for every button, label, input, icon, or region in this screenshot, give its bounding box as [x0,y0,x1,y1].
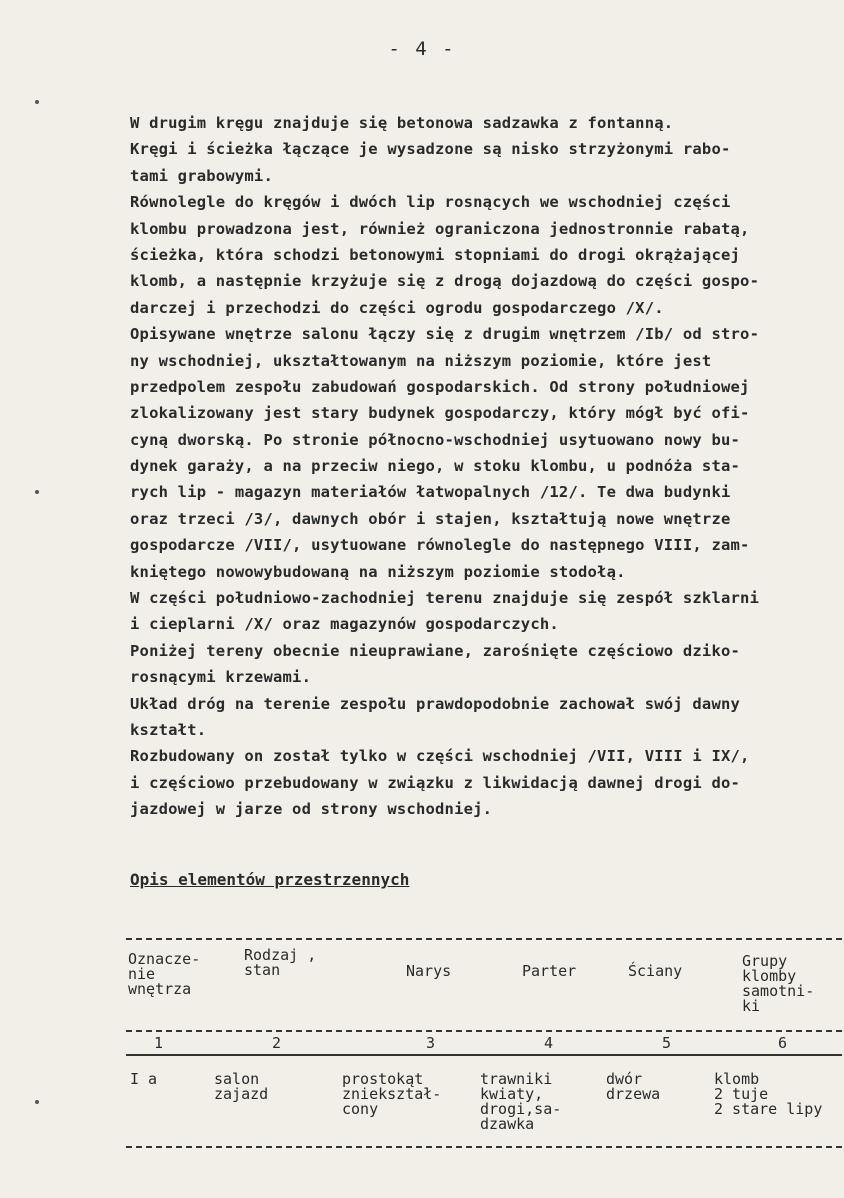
text-line: ny wschodniej, ukształtowanym na niższym poziomie, które jest [130,351,712,370]
header-cell-type: Rodzaj , stan [244,946,317,979]
row-cell-type: salon zajazd [214,1070,269,1103]
header-cell-designation: Oznacze- nie wnętrza [128,950,201,998]
margin-mark [35,100,39,104]
text-line: klombu prowadzona jest, również ograniczona jednostronnie rabatą, [130,219,750,238]
margin-mark [35,1100,39,1104]
text-line: rosnącymi krzewami. [130,668,312,687]
text-line: W drugim kręgu znajduje się betonowa sadzawka z fontanną. [130,114,674,132]
section-heading: Opis elementów przestrzennych [130,870,410,889]
text-line: dynek garaży, a na przeciw niego, w stoku klombu, u podnóża sta- [130,457,741,476]
column-number: 2 [272,1034,282,1052]
spatial-elements-table [126,938,842,1148]
text-line: rych lip - magazyn materiałów łatwopalnych /12/. Te dwa budynki [130,483,731,502]
text-line: Rozbudowany on został tylko w części wschodniej /VII, VIII i IX/, [130,747,750,766]
text-line: Równolegle do kręgów i dwóch lip rosnących we wschodniej części [130,193,731,212]
text-line: i cieplarni /X/ oraz magazynów gospodarczych. [130,615,559,634]
column-number: 3 [426,1034,436,1052]
page-number: - 4 - [388,38,456,60]
row-cell-outline: prostokąt zniekształ- cony [342,1070,442,1118]
text-line: Opisywane wnętrze salonu łączy się z drugim wnętrzem /Ib/ od stro- [130,325,760,344]
header-cell-walls: Ściany [628,962,683,980]
text-line: darczej i przechodzi do części ogrodu gospodarczego /X/. [130,298,664,317]
text-line: oraz trzeci /3/, dawnych obór i stajen, kształtują nowe wnętrze [130,509,731,528]
header-cell-groups: Grupy klomby samotni- ki [742,952,815,1015]
text-line: gospodarcze /VII/, usytuowane równolegle do następnego VIII, zam- [130,536,750,555]
row-cell-ground: trawniki kwiaty, drogi,sa- dzawka [480,1070,562,1133]
table-bottom-rule [126,1146,842,1148]
column-number: 4 [544,1034,554,1052]
text-line: przedpolem zespołu zabudowań gospodarskich. Od strony południowej [130,377,750,396]
text-line: jazdowej w jarze od strony wschodniej. [130,800,493,819]
column-number: 5 [662,1034,672,1052]
text-line: cyną dworską. Po stronie północno-wschodniej usytuowano nowy bu- [130,430,741,449]
text-line: Poniżej tereny obecnie nieuprawiane, zarośnięte częściowo dziko- [130,641,741,660]
table-header-row [126,940,842,1030]
body-paragraph [130,110,820,823]
header-cell-ground: Parter [522,962,577,980]
text-line: kształt. [130,720,207,739]
text-line: ścieżka, która schodzi betonowymi stopniami do drogi okrążającej [130,245,741,264]
column-number: 1 [154,1034,164,1052]
column-number-row [126,1032,842,1054]
row-cell-designation: I a [130,1070,158,1088]
text-line: i częściowo przebudowany w związku z likwidacją dawnej drogi do- [130,773,741,792]
text-line: Kręgi i ścieżka łączące je wysadzone są nisko strzyżonymi rabo- [130,140,731,159]
margin-mark [35,490,39,494]
text-line: klomb, a następnie krzyżuje się z drogą dojazdową do części gospo- [130,272,760,291]
text-line: tami grabowymi. [130,166,273,185]
table-row [126,1056,842,1146]
text-line: Układ dróg na terenie zespołu prawdopodobnie zachował swój dawny [130,694,741,713]
column-number: 6 [778,1034,788,1052]
row-cell-groups: klomb 2 tuje 2 stare lipy [714,1070,823,1118]
text-line: zlokalizowany jest stary budynek gospodarczy, który mógł być ofi- [130,404,750,423]
text-line: kniętego nowowybudowaną na niższym poziomie stodołą. [130,562,626,581]
text-line: W części południowo-zachodniej terenu znajduje się zespół szklarni [130,589,760,608]
row-cell-walls: dwór drzewa [606,1070,661,1103]
header-cell-outline: Narys [406,962,452,980]
